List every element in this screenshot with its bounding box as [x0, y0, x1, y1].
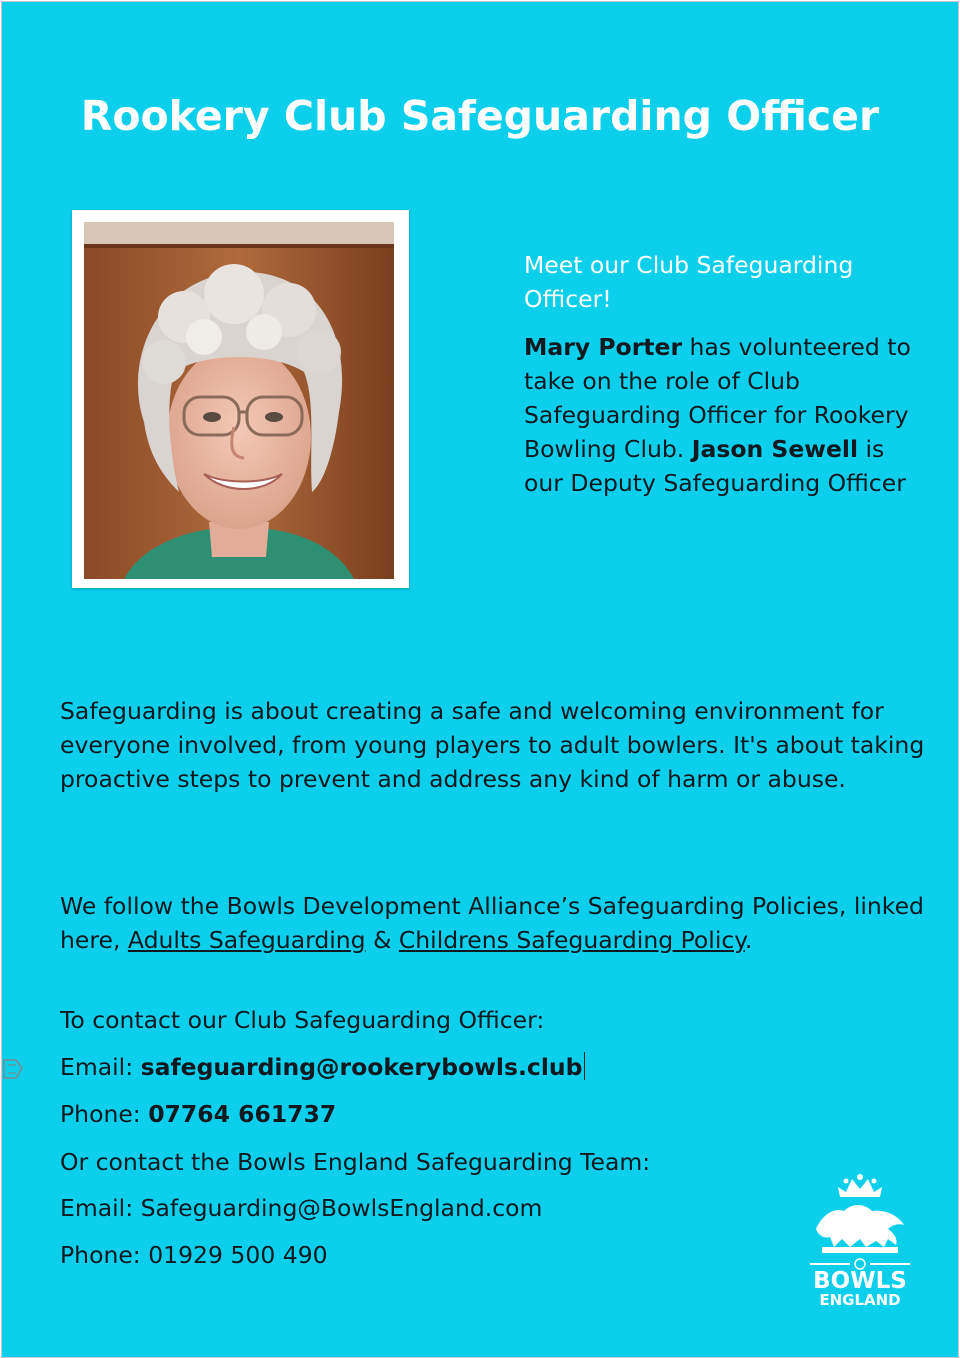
crown-icon — [838, 1174, 882, 1197]
bowls-england-logo — [802, 1167, 918, 1307]
intro-lead: Meet our Club Safeguarding Officer! — [524, 251, 854, 313]
club-phone-value: 07764 661737 — [148, 1100, 337, 1128]
club-email-line — [60, 1050, 940, 1084]
policies-text: We follow the Bowls Development Alliance’s Safeguarding Policies, linked here, — [60, 892, 924, 954]
logo-text-england: ENGLAND — [819, 1291, 901, 1307]
club-phone-label: Phone: — [60, 1100, 149, 1128]
club-email-value[interactable]: safeguarding@rookerybowls.club — [140, 1053, 583, 1081]
page-title: Rookery Club Safeguarding Officer — [80, 92, 880, 140]
childrens-safeguarding-link[interactable]: Childrens Safeguarding Policy — [398, 926, 745, 954]
portrait-illustration — [84, 222, 394, 579]
poster-page — [1, 1, 959, 1358]
officer-name: Mary Porter — [524, 333, 683, 361]
be-phone-label: Phone: — [60, 1241, 149, 1269]
policies-paragraph — [60, 889, 940, 957]
deputy-name: Jason Sewell — [691, 435, 859, 463]
officer-photo — [72, 210, 409, 588]
policies-amp: & — [365, 926, 399, 954]
club-contact-heading: To contact our Club Safeguarding Officer: — [60, 1006, 545, 1034]
intro-block — [524, 248, 924, 500]
text-cursor — [584, 1052, 585, 1080]
logo-text-bowls: BOWLS — [813, 1268, 907, 1294]
about-paragraph: Safeguarding is about creating a safe and welcoming environment for everyone involved, from young players to adult bowlers. It's about taking proactive steps to prevent and address any kind of harm or abuse. — [60, 697, 925, 793]
be-email-label: Email: — [60, 1194, 141, 1222]
be-contact-heading: Or contact the Bowls England Safeguarding Team: — [60, 1148, 651, 1176]
lion-icon — [816, 1205, 904, 1253]
intro-bio — [524, 330, 924, 500]
bio-text-1: has volunteered to take on the role of Club Safeguarding Officer for Rookery Bowling Club. — [524, 333, 911, 463]
bio-text-2: is our Deputy Safeguarding Officer — [524, 435, 906, 497]
club-phone-line — [60, 1097, 940, 1131]
policies-end: . — [744, 926, 753, 954]
adults-safeguarding-link[interactable]: Adults Safeguarding — [127, 926, 366, 954]
be-phone-value: 01929 500 490 — [148, 1241, 328, 1269]
edit-handle-icon — [2, 1056, 24, 1082]
be-email-value[interactable]: Safeguarding@BowlsEngland.com — [140, 1194, 543, 1222]
club-email-label: Email: — [60, 1053, 141, 1081]
